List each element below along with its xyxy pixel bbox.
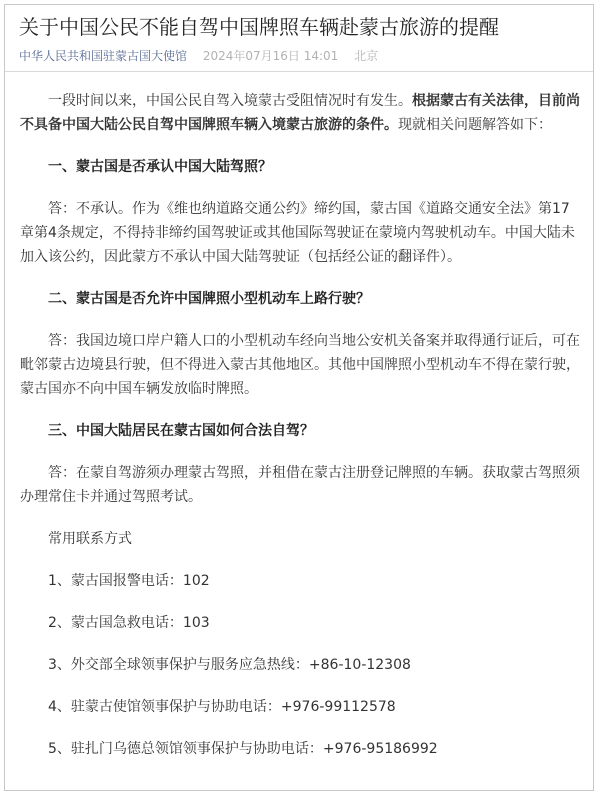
- contacts-title: 常用联系方式: [48, 531, 132, 547]
- section-heading: 一、蒙古国是否承认中国大陆驾照？: [48, 159, 272, 175]
- contact-item: 2、蒙古国急救电话：103: [48, 615, 210, 631]
- article-body: [20, 89, 580, 761]
- contact-item: 3、外交部全球领事保护与服务应急热线：+86-10-12308: [48, 657, 411, 673]
- section-heading: 三、中国大陆居民在蒙古国如何合法自驾？: [48, 423, 314, 439]
- intro-tail-text: 现就相关问题解答如下：: [398, 117, 552, 133]
- section-answer: 答：我国边境口岸户籍人口的小型机动车经向当地公安机关备案并取得通行证后，可在毗邻蒙古边境县行驶，但不得进入蒙古其他地区。其他中国牌照小型机动车不得在蒙行驶，蒙古国亦不向中国车辆发放临时牌照。: [20, 333, 580, 397]
- article-title: 关于中国公民不能自驾中国牌照车辆赴蒙古旅游的提醒: [19, 15, 499, 39]
- source-account-link[interactable]: 中华人民共和国驻蒙古国大使馆: [19, 49, 188, 63]
- intro-paragraph: [20, 89, 580, 137]
- article-meta: [19, 47, 378, 65]
- contact-item: 5、驻扎门乌德总领馆领事保护与协助电话：+976-95186992: [48, 741, 438, 757]
- section-answer: 答：不承认。作为《维也纳道路交通公约》缔约国，蒙古国《道路交通安全法》第17章第4条规定，不得持非缔约国驾驶证或其他国际驾驶证在蒙境内驾驶机动车。中国大陆未加入该公约，因此蒙方不承认中国大陆驾驶证（包括经公证的翻译件）。: [20, 201, 575, 265]
- intro-bold-text: 根据蒙古有关法律，目前尚不具备中国大陆公民自驾中国牌照车辆入境蒙古旅游的条件。: [20, 93, 580, 133]
- publish-location: 北京: [354, 49, 379, 63]
- section-answer: 答：在蒙自驾游须办理蒙古驾照，并租借在蒙古注册登记牌照的车辆。获取蒙古驾照须办理常住卡并通过驾照考试。: [20, 465, 580, 505]
- article-frame: [4, 4, 594, 791]
- intro-text: 一段时间以来，中国公民自驾入境蒙古受阻情况时有发生。: [48, 93, 412, 109]
- publish-time: 2024年07月16日 14:01: [202, 49, 339, 63]
- section-heading: 二、蒙古国是否允许中国牌照小型机动车上路行驶？: [48, 291, 370, 307]
- header-divider: [5, 71, 593, 72]
- contact-item: 1、蒙古国报警电话：102: [48, 573, 210, 589]
- contact-item: 4、驻蒙古使馆领事保护与协助电话：+976-99112578: [48, 699, 396, 715]
